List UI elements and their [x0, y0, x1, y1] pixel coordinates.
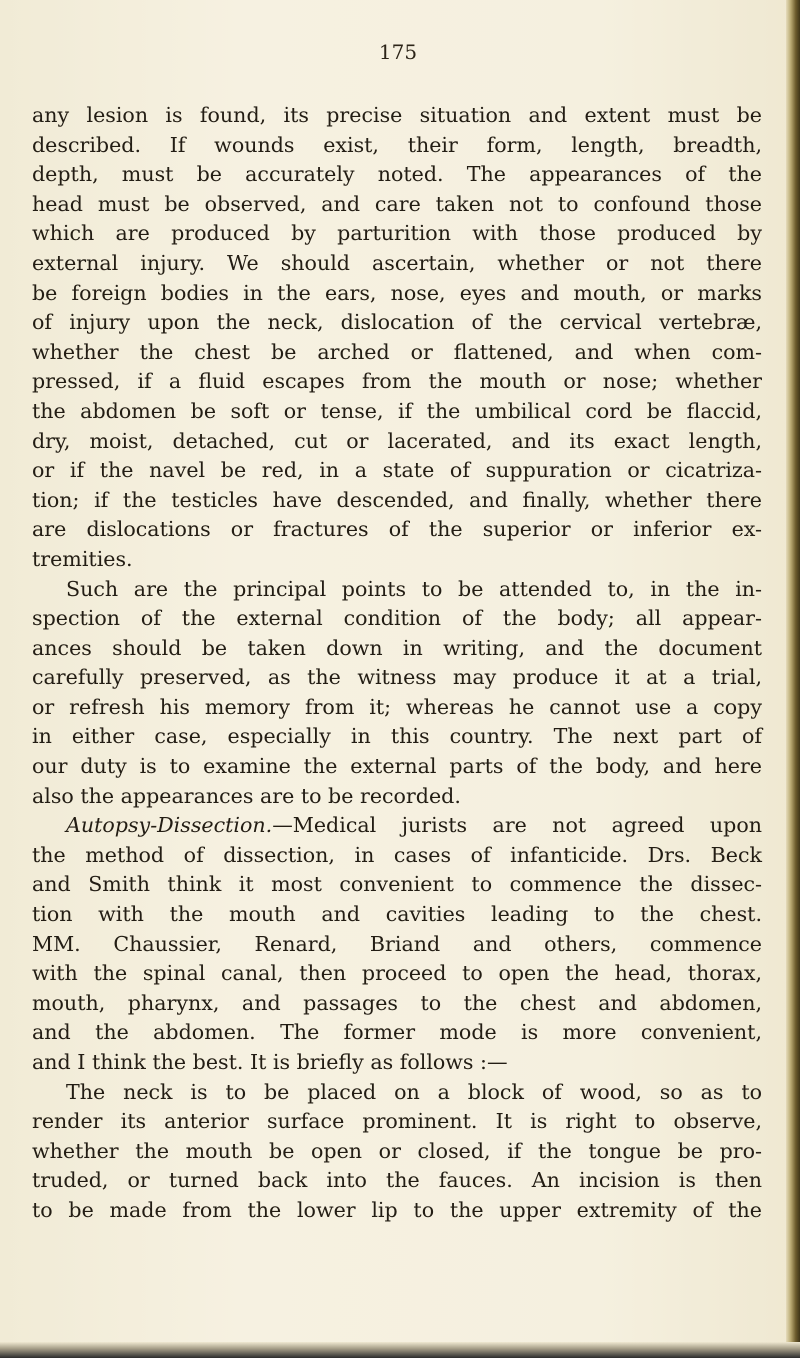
text-line: the method of dissection, in cases of infanticide. Drs. Beck — [32, 842, 762, 867]
page-number: 175 — [378, 40, 418, 64]
text-line: to be made from the lower lip to the upper extremity of the — [32, 1197, 762, 1222]
section-heading-rest: —Medical jurists are not agreed upon — [272, 813, 762, 838]
text-line: and the abdomen. The former mode is more convenient, — [32, 1020, 762, 1045]
text-line: spection of the external condition of the body; all appear- — [32, 606, 762, 631]
text-line: described. If wounds exist, their form, length, breadth, — [32, 132, 762, 157]
text-line: The neck is to be placed on a block of wood, so as to — [66, 1079, 762, 1104]
text-line: pressed, if a fluid escapes from the mouth or nose; whether — [32, 369, 762, 394]
body-text — [32, 101, 762, 1226]
text-line: or if the navel be red, in a state of suppuration or cicatriza- — [32, 458, 762, 483]
text-line: ances should be taken down in writing, and the document — [32, 635, 762, 660]
text-line: tion; if the testicles have descended, and finally, whether there — [32, 487, 762, 512]
text-line: in either case, especially in this country. The next part of — [32, 724, 762, 749]
text-line: or refresh his memory from it; whereas he cannot use a copy — [32, 694, 762, 719]
text-line: which are produced by parturition with those produced by — [32, 221, 762, 246]
text-line: dry, moist, detached, cut or lacerated, and its exact length, — [32, 428, 762, 453]
text-line: our duty is to examine the external parts of the body, and here — [32, 754, 762, 779]
text-line: whether the chest be arched or flattened, and when com- — [32, 339, 762, 364]
text-line: MM. Chaussier, Renard, Briand and others, commence — [32, 931, 762, 956]
text-line: the abdomen be soft or tense, if the umbilical cord be flaccid, — [32, 398, 762, 423]
text-line: and I think the best. It is briefly as follows :— — [32, 1050, 508, 1074]
text-line: any lesion is found, its precise situation and extent must be — [32, 103, 762, 127]
text-line: head must be observed, and care taken not to confound those — [32, 191, 762, 216]
text-line: mouth, pharynx, and passages to the chest and abdomen, — [32, 990, 762, 1015]
text-line: with the spinal canal, then proceed to open the head, thorax, — [32, 961, 762, 986]
text-line: tremities. — [32, 546, 133, 571]
text-line: carefully preserved, as the witness may produce it at a trial, — [32, 665, 762, 690]
text-line: Such are the principal points to be attended to, in the in- — [66, 576, 762, 601]
text-line: truded, or turned back into the fauces. An incision is then — [32, 1168, 762, 1193]
text-line: are dislocations or fractures of the superior or inferior ex- — [32, 517, 762, 542]
section-heading-line — [32, 811, 762, 841]
text-line: and Smith think it most convenient to commence the dissec- — [32, 872, 762, 897]
page-bottom-edge — [0, 1342, 800, 1358]
page-edge-shadow — [786, 0, 800, 1358]
text-line: depth, must be accurately noted. The appearances of the — [32, 162, 762, 187]
text-line: external injury. We should ascertain, whether or not there — [32, 250, 762, 275]
text-line: whether the mouth be open or closed, if the tongue be pro- — [32, 1138, 762, 1163]
text-line: be foreign bodies in the ears, nose, eyes and mouth, or marks — [32, 280, 762, 305]
text-line: tion with the mouth and cavities leading to the chest. — [32, 902, 762, 927]
section-heading: Autopsy-Dissection. — [66, 813, 273, 838]
text-line: render its anterior surface prominent. It is right to observe, — [32, 1109, 762, 1134]
text-line: also the appearances are to be recorded. — [32, 783, 461, 808]
text-line: of injury upon the neck, dislocation of the cervical vertebræ, — [32, 310, 762, 335]
